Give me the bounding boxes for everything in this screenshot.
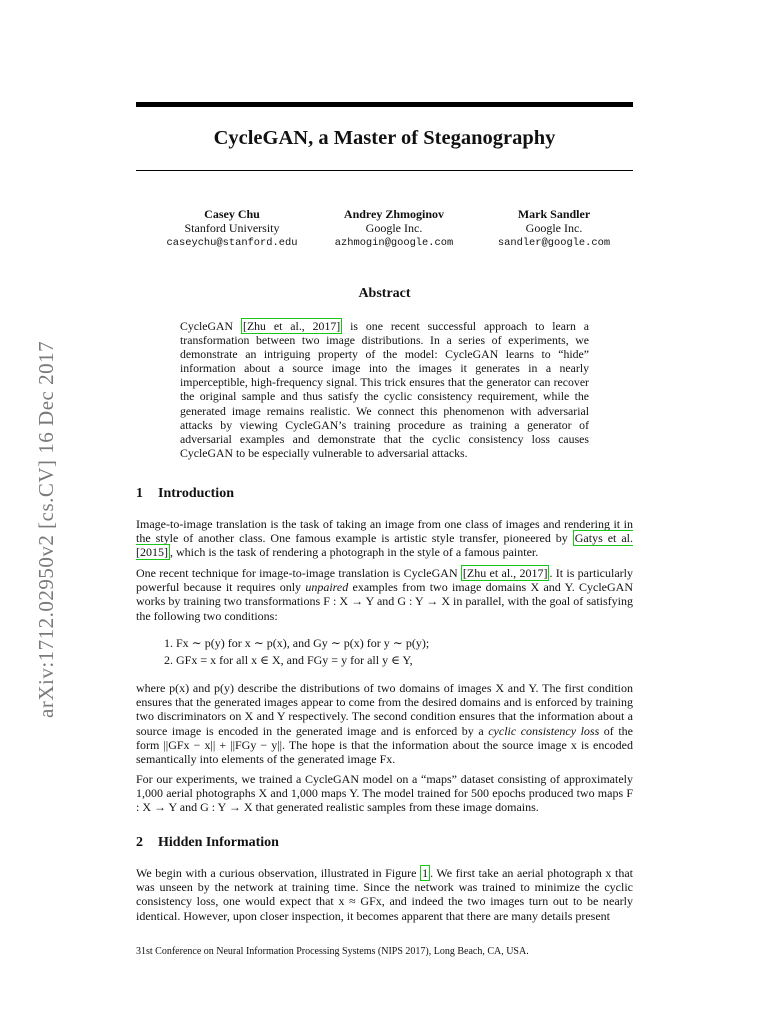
author-name: Mark Sandler bbox=[517, 207, 591, 221]
intro-paragraph-4 bbox=[136, 772, 633, 815]
paragraph-text: Image-to-image translation is the task of taking an image from one class of images and rendering it in the style of another class. One famous example is artistic style transfer, pioneered by bbox=[136, 517, 633, 546]
paragraph-text: For our experiments, we trained a CycleGAN model on a “maps” dataset consisting of approximately 1,000 aerial photographs X and 1,000 maps Y. The model trained for 500 epochs produced two maps F : X → Y and G : Y → X that generated realistic samples from these image domains. bbox=[136, 772, 633, 815]
condition-item: 1. Fx ∼ p(y) for x ∼ p(x), and Gy ∼ p(x) for y ∼ p(y); bbox=[164, 636, 430, 650]
author-affiliation: Google Inc. bbox=[525, 221, 583, 235]
abstract-heading: Abstract bbox=[358, 286, 411, 301]
intro-paragraph-2 bbox=[136, 566, 633, 623]
section-title: Introduction bbox=[158, 486, 234, 501]
section-heading-introduction bbox=[136, 486, 234, 502]
intro-paragraph-1 bbox=[136, 517, 633, 560]
title-bottom-rule bbox=[136, 170, 633, 171]
paper-title: CycleGAN, a Master of Steganography bbox=[213, 127, 556, 149]
author-email[interactable]: caseychu@stanford.edu bbox=[166, 237, 298, 249]
conditions-list bbox=[164, 635, 429, 669]
author-affiliation: Stanford University bbox=[184, 221, 280, 235]
author-1 bbox=[152, 207, 312, 250]
paragraph-text: . It is particularly powerful because it requires only bbox=[136, 566, 633, 595]
author-2 bbox=[316, 207, 472, 250]
citation-link[interactable]: Gatys et al. [2015] bbox=[136, 531, 633, 560]
abstract-lead: CycleGAN bbox=[180, 319, 242, 333]
arxiv-identifier: arXiv:1712.02950v2 [cs.CV] 16 Dec 2017 bbox=[34, 340, 58, 718]
author-block bbox=[136, 207, 633, 253]
section-number: 1 bbox=[136, 486, 143, 501]
condition-item: 2. GFx = x for all x ∈ X, and FGy = y for all y ∈ Y, bbox=[164, 653, 413, 667]
author-name: Andrey Zhmoginov bbox=[343, 207, 445, 221]
paragraph-text: examples from two image domains X and Y. CycleGAN works by training two transformations F : X → Y and G : Y → X in parallel, with the goal of satisfying the following two conditions: bbox=[136, 580, 633, 623]
conference-footnote: 31st Conference on Neural Information Processing Systems (NIPS 2017), Long Beach, CA, USA. bbox=[136, 946, 529, 957]
author-3 bbox=[476, 207, 632, 250]
hidden-info-paragraph-1 bbox=[136, 866, 633, 923]
paragraph-text: We begin with a curious observation, illustrated in Figure bbox=[136, 866, 421, 880]
paragraph-text: . We first take an aerial photograph x that was unseen by the network at training time. Since the network was trained to minimize the cyclic consistency loss, one would expect that x ≈ GFx, and indeed the two images turn out to be nearly identical. However, upon closer inspection, it becomes apparent that there are many details present bbox=[136, 866, 633, 923]
emphasis-text: cyclic consistency loss bbox=[488, 723, 600, 738]
section-heading-hidden-information bbox=[136, 835, 279, 851]
paragraph-text: of the form ||GFx − x|| + ||FGy − y||. The hope is that the information about the source image x is encoded semantically into elements of the generated image Fx. bbox=[136, 723, 634, 767]
citation-link[interactable]: [Zhu et al., 2017] bbox=[462, 566, 548, 580]
abstract-text bbox=[180, 319, 589, 460]
paragraph-text: where p(x) and p(y) describe the distributions of two domains of images X and Y. The first condition ensures that the generated images appear to come from the desired domains and is enforced by training two discriminators on X and Y respectively. The second condition ensures that the information about a source image is encoded in the generated image and is enforced by a bbox=[136, 681, 633, 738]
citation-link[interactable]: [Zhu et al., 2017] bbox=[243, 319, 341, 333]
figure-reference-link[interactable]: 1 bbox=[422, 866, 429, 880]
intro-paragraph-3 bbox=[136, 681, 633, 766]
paragraph-text: , which is the task of rendering a photograph in the style of a famous painter. bbox=[170, 545, 539, 560]
author-affiliation: Google Inc. bbox=[365, 221, 423, 235]
abstract-body: is one recent successful approach to learn a transformation between two image distributions. In a series of experiments, we demonstrate an intriguing property of the model: CycleGAN learns to “hide” information about a source image into the images it generates in a nearly imperceptible, high-frequency signal. This trick ensures that the generator can recover the original sample and thus satisfy the cyclic consistency requirement, while the generated image remains realistic. We connect this phenomenon with adversarial attacks by viewing CycleGAN’s training procedure as training a generator of adversarial examples and demonstrate that the cyclic consistency loss causes CycleGAN to be especially vulnerable to adversarial attacks. bbox=[180, 319, 590, 460]
author-name: Casey Chu bbox=[204, 207, 260, 221]
title-top-rule bbox=[136, 102, 633, 107]
author-email[interactable]: azhmogin@google.com bbox=[334, 237, 454, 249]
emphasis-text: unpaired bbox=[305, 580, 349, 595]
section-title: Hidden Information bbox=[158, 835, 279, 850]
section-number: 2 bbox=[136, 835, 143, 850]
author-email[interactable]: sandler@google.com bbox=[497, 237, 611, 249]
paragraph-text: One recent technique for image-to-image translation is CycleGAN bbox=[136, 566, 461, 580]
